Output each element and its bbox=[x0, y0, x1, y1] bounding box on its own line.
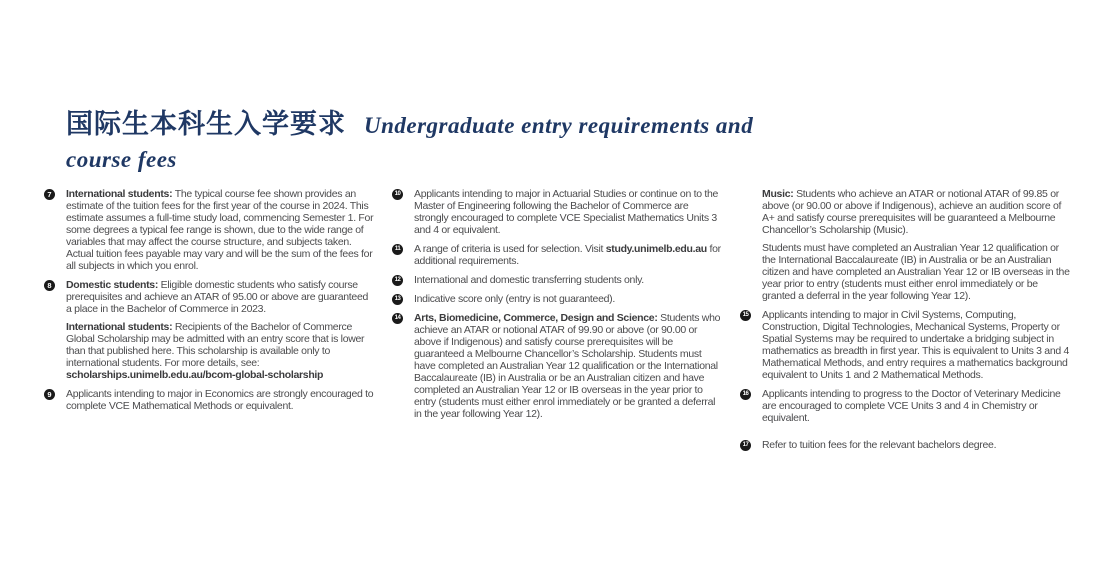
footnotes-section bbox=[44, 188, 1070, 458]
footnote-bold-run: International students: bbox=[66, 321, 173, 333]
footnote-text bbox=[66, 188, 374, 272]
footnote-text-run: Applicants intending to major in Actuarial Studies or continue on to the Master of Engineering following the Bachelor of Commerce are strongly encouraged to complete VCE Specialist Mathematics Units 3 and 4 or equivalent. bbox=[414, 188, 719, 236]
footnote-bold-run: International students: bbox=[66, 188, 173, 200]
footnote-text bbox=[66, 388, 374, 412]
footnote-number-badge: 16 bbox=[740, 389, 751, 400]
footnote-paragraph bbox=[414, 188, 722, 236]
footnote-text bbox=[66, 279, 374, 381]
page-title bbox=[66, 106, 753, 178]
footnote-item bbox=[392, 188, 722, 236]
footnote-item bbox=[740, 188, 1070, 302]
footnote-text bbox=[414, 293, 722, 305]
footnote-paragraph bbox=[762, 188, 1070, 236]
footnote-text-run: The typical course fee shown provides an estimate of the tuition fees for the first year of the course in 2024. This estimate assumes a full-time study load, commencing Semester 1. For some degrees a typical fee range is shown, due to the wide range of variables that may affect the course structure, and subjects taken. Actual tuition fees payable may vary and will be the sum of the fees for all subjects in which you enrol. bbox=[66, 188, 374, 272]
footnote-paragraph bbox=[414, 243, 722, 267]
footnote-bold-run: Arts, Biomedicine, Commerce, Design and Science: bbox=[414, 312, 658, 324]
footnote-number-badge: 15 bbox=[740, 310, 751, 321]
footnote-item bbox=[392, 293, 722, 305]
footnote-text bbox=[762, 188, 1070, 302]
footnote-item bbox=[740, 309, 1070, 381]
url-text: scholarships.unimelb.edu.au/bcom-global-scholarship bbox=[66, 369, 324, 381]
footnote-paragraph bbox=[762, 242, 1070, 302]
footnote-text-run: Applicants intending to major in Civil Systems, Computing, Construction, Digital Technologies, Mechanical Systems, Property or Spatial Systems may be required to undertake a bridging subject in mathematics as breadth in first year. This is equivalent to Units 3 and 4 Mathematical Methods, and entry requires a mathematics background equivalent to Units 1 and 2 Mathematical Methods. bbox=[762, 309, 1070, 381]
footnote-paragraph bbox=[66, 279, 374, 315]
footnote-text-run: International and domestic transferring students only. bbox=[414, 274, 644, 286]
footnote-paragraph bbox=[66, 388, 374, 412]
footnote-paragraph bbox=[414, 312, 722, 420]
footnote-text bbox=[762, 439, 1070, 451]
footnote-number-badge: 7 bbox=[44, 189, 55, 200]
footnote-number-badge: 13 bbox=[392, 294, 403, 305]
page-title-english-part2: course fees bbox=[66, 147, 177, 172]
footnotes-column-2 bbox=[392, 188, 722, 458]
footnote-paragraph bbox=[762, 439, 1070, 451]
footnotes-column-1 bbox=[44, 188, 374, 458]
page-title-line1 bbox=[66, 106, 753, 147]
footnote-text-run: Students who achieve an ATAR or notional ATAR of 99.85 or above (or 90.00 or above if Indigenous), achieve an audition score of A+ and satisfy course prerequisites will be guaranteed a Melbourne Chancellor’s Scholarship (Music). bbox=[762, 188, 1062, 236]
footnote-item bbox=[740, 439, 1070, 451]
footnote-text-run: A range of criteria is used for selection. Visit bbox=[414, 243, 606, 255]
footnote-paragraph bbox=[762, 388, 1070, 424]
footnote-text-run: Eligible domestic students who satisfy course prerequisites and achieve an ATAR of 95.00 or above are guaranteed a place in the Bachelor of Commerce in 2023. bbox=[66, 279, 369, 315]
footnote-text bbox=[762, 309, 1070, 381]
footnote-text bbox=[414, 312, 722, 420]
footnote-item bbox=[392, 243, 722, 267]
footnote-item bbox=[392, 274, 722, 286]
footnote-text bbox=[414, 243, 722, 267]
footnote-paragraph bbox=[66, 321, 374, 381]
footnote-number-badge: 10 bbox=[392, 189, 403, 200]
footnote-text-run: Applicants intending to progress to the Doctor of Veterinary Medicine are encouraged to complete VCE Units 3 and 4 in Chemistry or equivalent. bbox=[762, 388, 1061, 424]
footnote-text-run: Applicants intending to major in Economics are strongly encouraged to complete VCE Mathematical Methods or equivalent. bbox=[66, 388, 374, 412]
footnote-text-run: Indicative score only (entry is not guaranteed). bbox=[414, 293, 615, 305]
footnote-text bbox=[414, 274, 722, 286]
url-text: study.unimelb.edu.au bbox=[605, 243, 707, 255]
footnote-text-run: for additional requirements. bbox=[414, 243, 721, 267]
footnote-text bbox=[414, 188, 722, 236]
footnote-item bbox=[740, 388, 1070, 424]
footnote-paragraph bbox=[66, 188, 374, 272]
footnote-number-badge: 9 bbox=[44, 389, 55, 400]
page-title-english-part1: Undergraduate entry requirements and bbox=[364, 113, 754, 138]
footnote-number-badge: 8 bbox=[44, 280, 55, 291]
footnote-number-badge: 12 bbox=[392, 275, 403, 286]
footnote-text-run: Students must have completed an Australian Year 12 qualification or the International Baccalaureate (IB) in Australia or be an Australian citizen and have completed an Australian Year 12 or IB overseas in the year prior to entry (students must either enrol immediately or be granted a deferral in the year following Year 12). bbox=[762, 242, 1070, 302]
page-title-chinese: 国际生本科生入学要求 bbox=[66, 109, 346, 139]
page-title-line2 bbox=[66, 145, 753, 178]
footnote-number-badge: 14 bbox=[392, 313, 403, 324]
footnote-paragraph bbox=[762, 309, 1070, 381]
footnote-number-badge: 11 bbox=[392, 244, 403, 255]
footnote-item bbox=[44, 188, 374, 272]
footnote-number-badge: 17 bbox=[740, 440, 751, 451]
footnote-item bbox=[44, 388, 374, 412]
footnote-item bbox=[44, 279, 374, 381]
footnotes-column-3 bbox=[740, 188, 1070, 458]
footnote-bold-run: Domestic students: bbox=[66, 279, 159, 291]
footnote-paragraph bbox=[414, 274, 722, 286]
footnote-text bbox=[762, 388, 1070, 424]
footnote-item bbox=[392, 312, 722, 420]
footnote-text-run: Recipients of the Bachelor of Commerce Global Scholarship may be admitted with an entry score that is lower than that published here. This scholarship is available only to international students. For more details, see: bbox=[66, 321, 365, 369]
footnote-text-run: Refer to tuition fees for the relevant bachelors degree. bbox=[762, 439, 997, 451]
footnote-bold-run: Music: bbox=[762, 188, 794, 200]
footnote-paragraph bbox=[414, 293, 722, 305]
footnote-text-run: Students who achieve an ATAR or notional ATAR of 99.90 or above (or 90.00 or above if Indigenous) and satisfy course prerequisites will be guaranteed a Melbourne Chancellor’s Scholarship. Students must have completed an Australian Year 12 qualification or the International Baccalaureate (IB) in Australia or be an Australian citizen and have completed an Australian Year 12 or IB overseas in the year prior to entry (students must either enrol immediately or be granted a deferral in the year following Year 12). bbox=[414, 312, 721, 420]
